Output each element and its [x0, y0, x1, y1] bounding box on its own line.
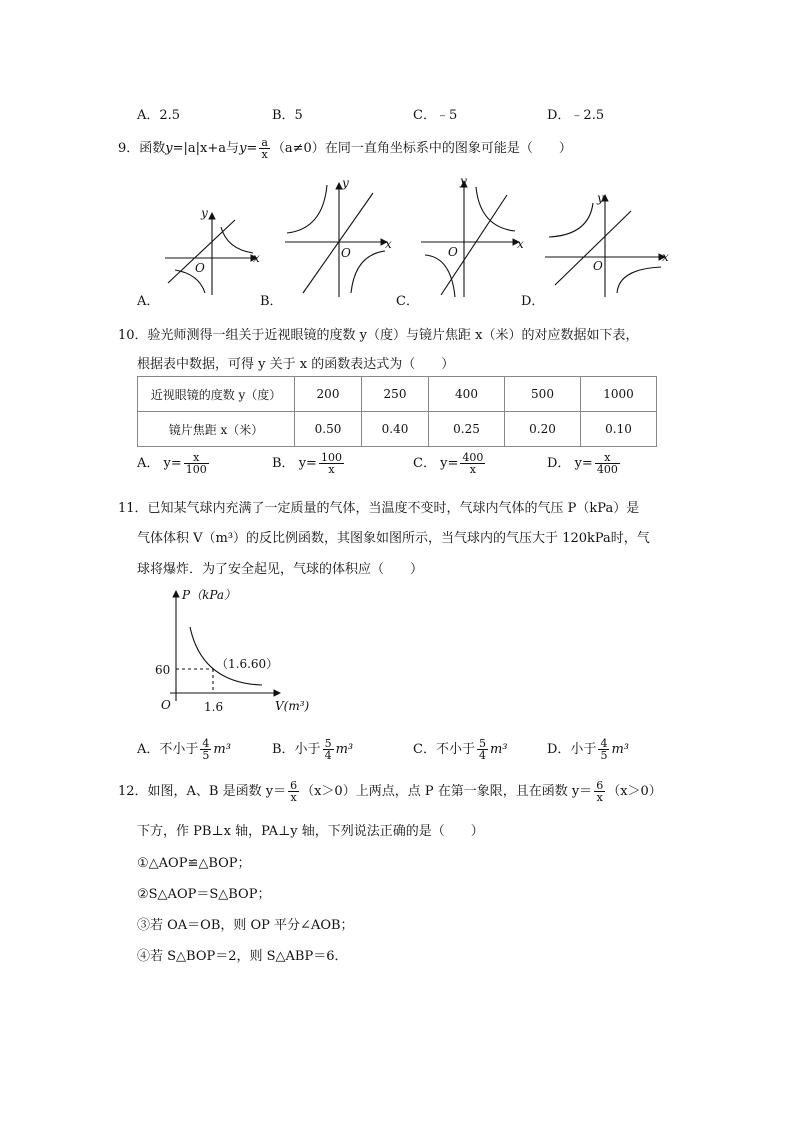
q11-option-a-unit: m³	[213, 742, 231, 757]
frac-den: 100	[185, 463, 207, 476]
q10-option-b	[272, 452, 346, 475]
q10-row1-cell: 500	[505, 377, 581, 412]
graph-b-origin: O	[341, 246, 351, 260]
q10-option-c-lhs: y=	[440, 456, 459, 471]
q11-option-a	[137, 738, 231, 761]
q10-line-1: 10．验光师测得一组关于近视眼镜的度数 y（度）与镜片焦距 x（米）的对应数据如下表，	[118, 328, 639, 343]
q11-option-a-frac	[200, 738, 211, 761]
q10-option-b-frac	[319, 452, 344, 475]
q11-option-c-frac	[477, 738, 488, 761]
q12-frac-2	[594, 780, 605, 803]
q10-row2-cell: 0.25	[429, 412, 505, 447]
graph-b-y-label: y	[342, 176, 349, 190]
frac-num: 400	[462, 451, 484, 464]
q9-text-3: 在同一直角坐标系中的图象可能是（ ）	[324, 141, 572, 156]
frac-num: 5	[478, 737, 486, 750]
q12-item-3: ③若 OA＝OB，则 OP 平分∠AOB；	[137, 918, 354, 933]
frac-den: 5	[600, 749, 608, 762]
q10-table	[137, 376, 657, 447]
q9-stem	[118, 137, 572, 160]
q10-option-a-label: A．	[137, 456, 160, 471]
q10-option-d-frac	[595, 452, 620, 475]
q9-label-a: A．	[137, 294, 160, 309]
q10-row1-cell: 1000	[581, 377, 657, 412]
frac-den: x	[328, 463, 335, 476]
q12-text-3: （x＞0）	[607, 784, 662, 799]
frac-num: x	[595, 452, 620, 464]
q9-formula-eq: =	[246, 141, 258, 156]
q10-option-a-lhs: y=	[163, 456, 182, 471]
graph-a	[165, 213, 257, 295]
graph-c-y-label: y	[460, 175, 467, 188]
q10-row2-label: 镜片焦距 x（米）	[138, 412, 295, 447]
q8-option-a: A．2.5	[137, 108, 181, 123]
graph-c-x-label: x	[517, 237, 524, 251]
q11-line-2: 气体体积 V（m³）的反比例函数，其图象如图所示，当气球内的气压大于 120kPa时，气	[137, 531, 650, 546]
q10-option-d-label: D．	[547, 456, 571, 471]
frac-den: 5	[202, 749, 210, 762]
frac-num: 6	[596, 779, 604, 792]
q10-line-2: 根据表中数据，可得 y 关于 x 的函数表达式为（ ）	[137, 357, 455, 372]
graph-d	[545, 195, 665, 297]
q10-row1-cell: 400	[429, 377, 505, 412]
q9-number: 9．	[118, 141, 140, 156]
frac-num: 100	[320, 451, 342, 464]
q9-label-c: C．	[396, 294, 419, 309]
q9-formula-1: =|a|x+a	[172, 141, 227, 156]
q11-option-c-unit: m³	[489, 742, 508, 757]
q9-fraction	[259, 137, 270, 160]
graph-c	[421, 181, 519, 297]
q11-origin: O	[161, 698, 171, 712]
q11-y-tick: 60	[155, 663, 171, 677]
q9-condition: （a≠0）	[271, 141, 325, 156]
q11-option-c-label: C．不小于	[413, 742, 475, 757]
frac-num: 6	[290, 779, 298, 792]
q9-text-2: 与	[226, 141, 240, 156]
q10-option-a-frac	[184, 452, 209, 475]
q11-option-c	[413, 738, 508, 761]
q10-row1-label: 近视眼镜的度数 y（度）	[138, 377, 295, 412]
q9-frac-num: a	[261, 136, 268, 149]
q11-line-1: 11．已知某气球内充满了一定质量的气体，当温度不变时，气球内气体的气压 P（kPa）是	[118, 501, 640, 516]
q10-option-c-label: C．	[413, 456, 436, 471]
q10-option-a	[137, 452, 211, 475]
q9-frac-den: x	[261, 148, 268, 161]
frac-num: x	[184, 452, 209, 464]
q12-line-2: 下方，作 PB⊥x 轴，PA⊥y 轴，下列说法正确的是（ ）	[137, 824, 484, 839]
q11-option-d-frac	[598, 738, 609, 761]
q9-label-b: B．	[260, 294, 283, 309]
q9-formula-y1: y	[165, 141, 173, 156]
frac-num: 4	[600, 737, 608, 750]
frac-den: x	[469, 463, 476, 476]
q10-row2-cell: 0.10	[581, 412, 657, 447]
q12-line-1	[118, 780, 662, 803]
q8-option-d: D．﹣2.5	[547, 108, 605, 123]
graph-b-x-label: x	[385, 237, 392, 251]
q11-option-b	[272, 738, 353, 761]
q11-graph	[150, 583, 325, 718]
graph-c-origin: O	[448, 245, 458, 259]
q10-row2-cell: 0.40	[362, 412, 429, 447]
q9-text-1: 函数	[139, 141, 166, 156]
frac-den: 4	[478, 749, 486, 762]
q11-curve	[190, 627, 262, 685]
q12-item-4: ④若 S△BOP＝2，则 S△ABP＝6．	[137, 949, 348, 964]
q12-item-1: ①△AOP≌△BOP；	[137, 856, 251, 871]
graph-a-x-label: x	[253, 251, 260, 265]
graph-d-x-label: x	[662, 250, 669, 264]
q11-x-tick: 1.6	[204, 700, 224, 714]
q12-item-2: ②S△AOP＝S△BOP；	[137, 887, 271, 902]
q11-option-b-frac	[323, 738, 334, 761]
graph-a-origin: O	[195, 261, 205, 275]
q10-row2-cell: 0.20	[505, 412, 581, 447]
frac-den: 4	[324, 749, 332, 762]
graph-a-y-label: y	[201, 206, 208, 220]
q10-option-d	[547, 452, 622, 475]
q8-option-c: C．﹣5	[413, 108, 458, 123]
q11-option-b-unit: m³	[335, 742, 354, 757]
frac-den: x	[596, 791, 603, 804]
q11-option-d-unit: m³	[611, 742, 629, 757]
q10-option-b-lhs: y=	[298, 456, 317, 471]
q10-option-d-lhs: y=	[574, 456, 593, 471]
q10-row1-cell: 200	[295, 377, 362, 412]
q10-option-b-label: B．	[272, 456, 295, 471]
frac-den: x	[290, 791, 297, 804]
q10-option-c-frac	[460, 452, 485, 475]
q12-text-1: 12．如图，A、B 是函数 y＝	[118, 784, 287, 799]
q11-option-d-label: D．小于	[547, 742, 597, 757]
q11-point-label: （1.6.60）	[216, 657, 279, 671]
table-row	[138, 412, 657, 447]
q9-formula-y2: y	[239, 141, 247, 156]
q11-option-d	[547, 738, 629, 761]
table-row	[138, 377, 657, 412]
q11-option-a-label: A．不小于	[137, 742, 199, 757]
q10-row1-cell: 250	[362, 377, 429, 412]
graph-b	[285, 183, 387, 297]
q8-option-b: B．5	[272, 108, 303, 123]
frac-num: 4	[202, 737, 210, 750]
frac-num: 5	[324, 737, 332, 750]
q12-text-2: （x＞0）上两点，点 P 在第一象限，且在函数 y＝	[301, 784, 593, 799]
q12-frac-1	[288, 780, 299, 803]
q11-x-axis-label: V(m³)	[275, 699, 310, 713]
graph-d-y-label: y	[597, 191, 604, 205]
q11-line-3: 球将爆炸．为了安全起见，气球的体积应（ ）	[137, 562, 424, 577]
q10-row2-cell: 0.50	[295, 412, 362, 447]
graph-d-origin: O	[593, 259, 603, 273]
frac-den: 400	[596, 463, 618, 476]
q9-label-d: D．	[521, 294, 545, 309]
q11-y-axis-label: P（kPa）	[182, 588, 237, 602]
q11-option-b-label: B．小于	[272, 742, 321, 757]
q10-option-c	[413, 452, 487, 475]
